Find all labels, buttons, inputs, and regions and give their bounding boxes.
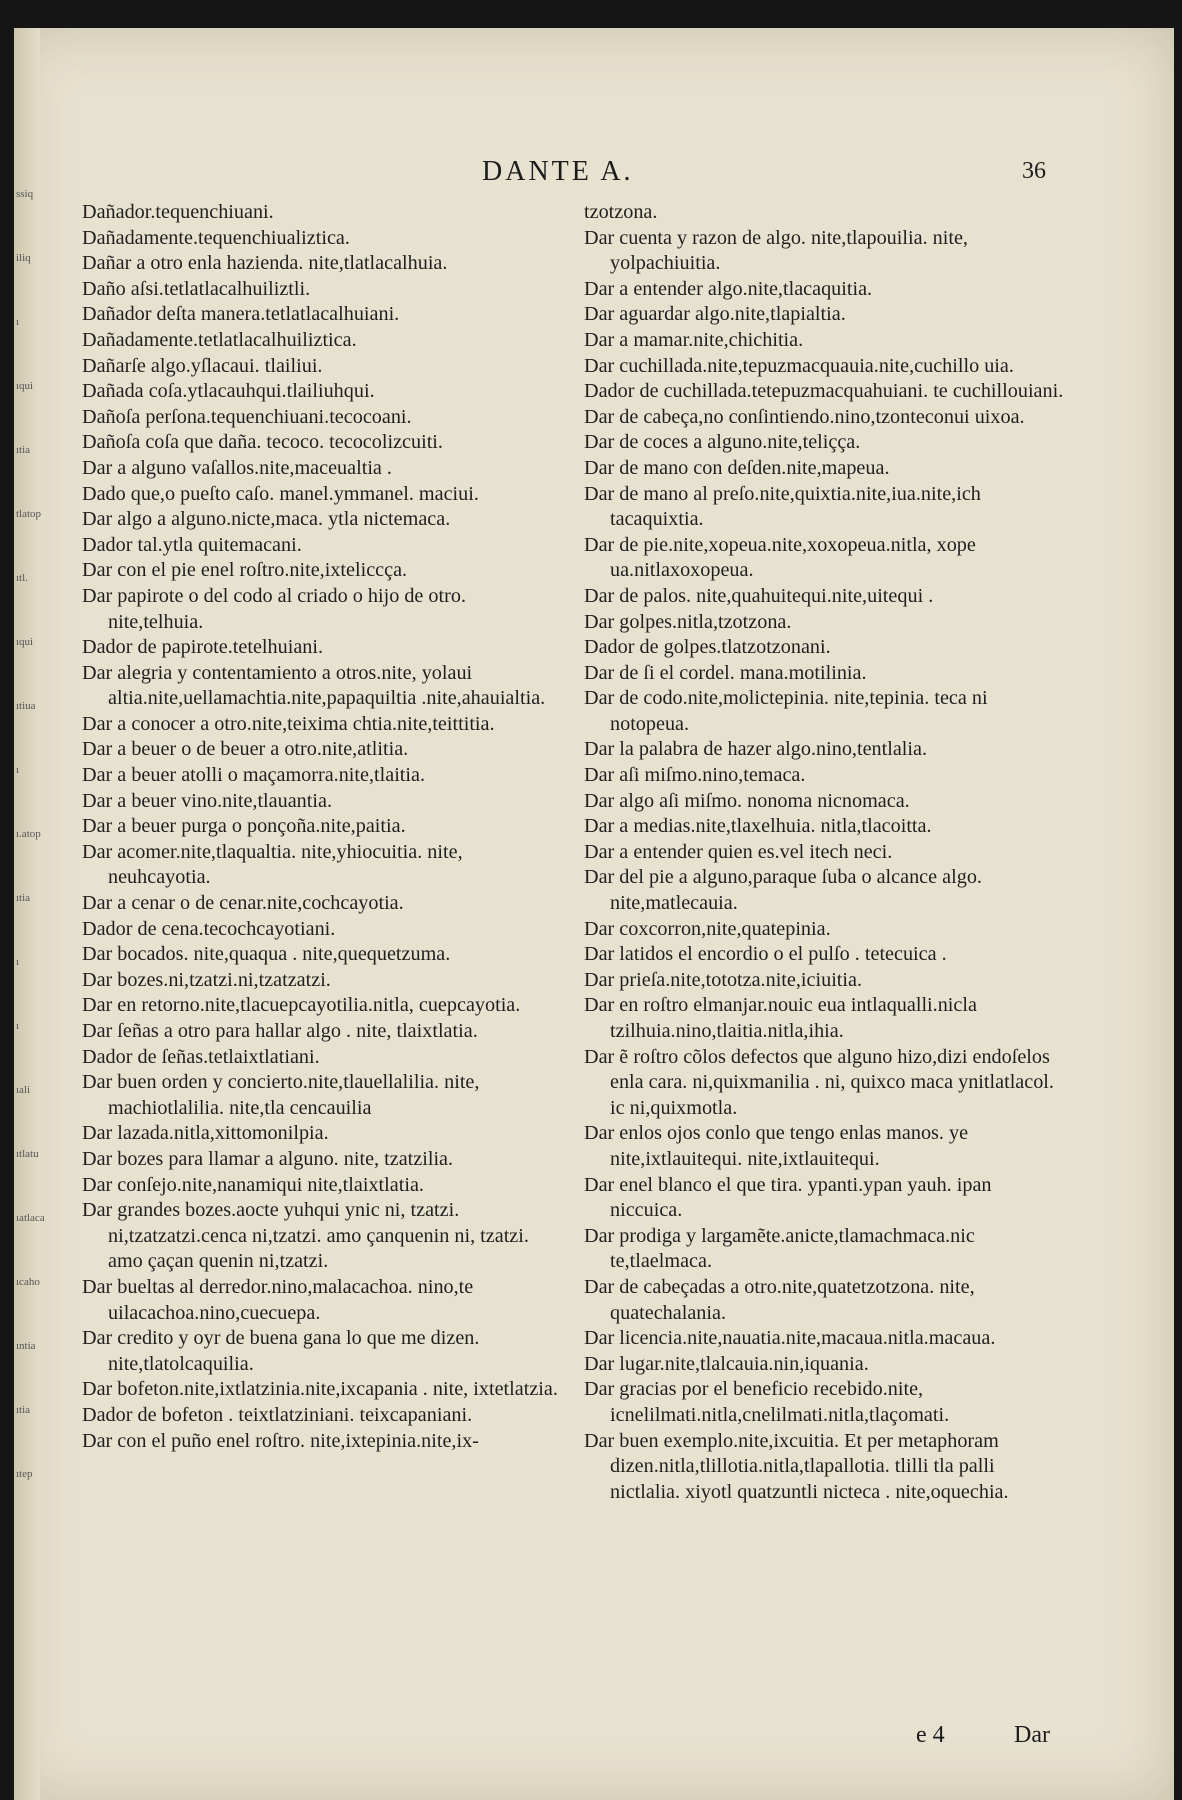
dictionary-entry: Dar de mano con deſden.nite,mapeua. [584, 456, 890, 479]
page-footer [14, 1722, 1174, 1758]
dictionary-entry: Dar de cabeçadas a otro.nite,quatetzotzona. nite, quatechalania. [584, 1275, 975, 1324]
dictionary-entry: Dar credito y oyr de buena gana lo que me dizen. nite,tlatolcaquilia. [82, 1327, 480, 1375]
margin-fragment: ı [16, 316, 20, 328]
dictionary-entry: Dar cuenta y razon de algo. nite,tlapouilia. nite, yolpachiuitia. [584, 226, 968, 275]
dictionary-entry: Dar de palos. nite,quahuitequi.nite,uitequi . [584, 584, 934, 607]
margin-fragment: ı.atop [16, 828, 41, 840]
dictionary-entry: Dador tal.ytla quitemacani. [82, 533, 302, 556]
dictionary-entry: Dar de pie.nite,xopeua.nite,xoxopeua.nitla, xope ua.nitlaxoxopeua. [584, 533, 976, 582]
margin-fragment: ı [16, 956, 20, 968]
dictionary-entry: Dar ſeñas a otro para hallar algo . nite, tlaixtlatia. [82, 1020, 478, 1042]
dictionary-entry: Dañar a otro enla hazienda. nite,tlatlacalhuia. [82, 252, 448, 275]
dictionary-entry: Dar bofeton.nite,ixtlatzinia.nite,ixcapania . nite, ixtetlatzia. [82, 1378, 558, 1401]
dictionary-entry: Dador de cena.tecochcayotiani. [82, 917, 336, 940]
dictionary-entry: Dar ẽ roſtro cõlos defectos que alguno hizo,dizi endoſelos enla cara. ni,quixmanilia . ni, quixco maca ynitlatlacol. ic ni,quixmotla. [584, 1045, 1054, 1119]
dictionary-entry: Dañarſe algo.yſlacaui. tlailiui. [82, 354, 323, 377]
dictionary-entry: Dar a mamar.nite,chichitia. [584, 328, 804, 351]
dictionary-entry: Dañador.tequenchiuani. [82, 201, 274, 223]
facing-page-margin-fragments [16, 188, 45, 1532]
dictionary-entry: Dar aguardar algo.nite,tlapialtia. [584, 303, 846, 326]
dictionary-entry: tzotzona. [584, 201, 658, 223]
dictionary-entry: Dar con el pie enel roſtro.nite,ixteliccça. [82, 559, 408, 582]
margin-fragment: ıtep [16, 1468, 33, 1480]
dictionary-entry: Dador de papirote.tetelhuiani. [82, 636, 324, 659]
dictionary-entry: Dar lugar.nite,tlalcauia.nin,iquania. [584, 1352, 869, 1375]
dictionary-entry: Dar a cenar o de cenar.nite,cochcayotia. [82, 892, 404, 915]
dictionary-entry: Dar en roſtro elmanjar.nouic eua intlaqualli.nicla tzilhuia.nino,tlaitia.nitla,ihia. [584, 994, 977, 1042]
margin-fragment: ıcaho [16, 1276, 40, 1288]
dictionary-entry: Dar lazada.nitla,xittomonilpia. [82, 1122, 329, 1145]
dictionary-entry: Dar bocados. nite,quaqua . nite,quequetzuma. [82, 943, 451, 966]
margin-fragment: ıqui [16, 380, 34, 392]
dictionary-entry: Dar a medias.nite,tlaxelhuia. nitla,tlacoitta. [584, 815, 932, 838]
dictionary-entry: Dar buen orden y concierto.nite,tlauellalilia. nite, machiotlalilia. nite,tla cencauilia [82, 1071, 480, 1119]
dictionary-entry: Dar a beuer o de beuer a otro.nite,atlitia. [82, 738, 409, 761]
dictionary-entry: Dar algo aſi miſmo. nonoma nicnomaca. [584, 789, 910, 812]
dictionary-entry: Dar aſi miſmo.nino,temaca. [584, 764, 806, 787]
margin-fragment: tlatop [16, 508, 42, 520]
dictionary-entry: Dañadamente.tequenchiualiztica. [82, 226, 350, 249]
margin-fragment: iliq [16, 252, 31, 264]
dictionary-entry: Dar gracias por el beneficio recebido.nite, icnelilmati.nitla,cnelilmati.nitla,tlaçomati. [584, 1378, 950, 1426]
margin-fragment: ıtia [16, 444, 31, 456]
dictionary-entry: Dar bueltas al derredor.nino,malacachoa. nino,te uilacachoa.nino,cuecuepa. [82, 1275, 474, 1324]
dictionary-entry: Dar de coces a alguno.nite,teliçça. [584, 431, 861, 454]
dictionary-entry: Dar conſejo.nite,nanamiqui nite,tlaixtlatia. [82, 1173, 424, 1196]
dictionary-entry: Dar a beuer atolli o maçamorra.nite,tlaitia. [82, 764, 426, 787]
dictionary-entry: Dañadamente.tetlatlacalhuiliztica. [82, 328, 357, 351]
dictionary-entry: Dar papirote o del codo al criado o hijo de otro. nite,telhuia. [82, 584, 466, 633]
running-head: DANTE A. [482, 156, 634, 187]
dictionary-entry: Dar buen exemplo.nite,ixcuitia. Et per metaphoram dizen.nitla,tlillotia.nitla,tlapallotia. tlilli tla palli nictlalia. xiyotl quatzuntli nicteca . nite,oquechia. [584, 1429, 1009, 1503]
margin-fragment: ıtlatu [16, 1148, 39, 1160]
dictionary-entry: Dañoſa coſa que daña. tecoco. tecocolizcuiti. [82, 431, 443, 454]
dictionary-entry: Dar prodiga y largamẽte.anicte,tlamachmaca.nic te,tlaelmaca. [584, 1224, 975, 1273]
dictionary-entry: Dar prieſa.nite,tototza.nite,iciuitia. [584, 968, 863, 991]
dictionary-entry: Dar de ſi el cordel. mana.motilinia. [584, 661, 867, 684]
right-column [584, 200, 1064, 1505]
dictionary-entry: Dar en retorno.nite,tlacuepcayotilia.nitla, cuepcayotia. [82, 994, 521, 1017]
margin-fragment: ıtia [16, 1404, 31, 1416]
page-header [14, 156, 1174, 196]
folio-number: 36 [1022, 158, 1046, 184]
dictionary-entry: Dar a entender algo.nite,tlacaquitia. [584, 277, 873, 300]
dictionary-entry: Daño aſsi.tetlatlacalhuiliztli. [82, 277, 311, 300]
catchword: Dar [1014, 1722, 1050, 1748]
dictionary-entry: Dar algo a alguno.nicte,maca. ytla nictemaca. [82, 508, 451, 531]
dictionary-entry: Dar latidos el encordio o el pulſo . tetecuica . [584, 943, 947, 966]
dictionary-entry: Dar grandes bozes.aocte yuhqui ynic ni, tzatzi. ni,tzatzatzi.cenca ni,tzatzi. amo çanquenin ni, tzatzi. amo çaçan quenin ni,tzatzi. [82, 1199, 529, 1273]
margin-fragment: ıtia [16, 892, 31, 904]
margin-fragment: ı [16, 1020, 20, 1032]
dictionary-entry: Dador de cuchillada.tetepuzmacquahuiani. te cuchillouiani. [584, 380, 1064, 403]
dictionary-entry: Dar con el puño enel roſtro. nite,ixtepinia.nite,ix- [82, 1429, 479, 1452]
dictionary-entry: Dar cuchillada.nite,tepuzmacquauia.nite,cuchillo uia. [584, 354, 1014, 377]
dictionary-entry: Dar alegria y contentamiento a otros.nite, yolaui altia.nite,uellamachtia.nite,papaquiltia .nite,ahauialtia. [82, 661, 546, 710]
dictionary-entry: Dar a beuer vino.nite,tlauantia. [82, 789, 332, 812]
dictionary-entry: Dar bozes.ni,tzatzi.ni,tzatzatzi. [82, 968, 331, 991]
dictionary-entry: Dañoſa perſona.tequenchiuani.tecocoani. [82, 405, 412, 428]
dictionary-entry: Dar coxcorron,nite,quatepinia. [584, 917, 831, 940]
dictionary-entry: Dar de cabeça,no conſintiendo.nino,tzonteconui uixoa. [584, 405, 1025, 428]
dictionary-entry: Dador de golpes.tlatzotzonani. [584, 636, 831, 659]
dictionary-entry: Dar a conocer a otro.nite,teixima chtia.nite,teittitia. [82, 712, 495, 735]
dictionary-entry: Dar golpes.nitla,tzotzona. [584, 610, 792, 633]
dictionary-entry: Dador de ſeñas.tetlaixtlatiani. [82, 1045, 320, 1068]
dictionary-entry: Dar bozes para llamar a alguno. nite, tzatzilia. [82, 1147, 454, 1170]
page-gutter [14, 28, 45, 1800]
margin-fragment: ssiq [16, 188, 34, 200]
dictionary-entry: Dado que,o pueſto caſo. manel.ymmanel. maciui. [82, 482, 479, 505]
margin-fragment: ıqui [16, 636, 34, 648]
dictionary-entry: Dar a beuer purga o ponçoña.nite,paitia. [82, 815, 406, 838]
margin-fragment: ıatlaca [16, 1212, 45, 1224]
dictionary-entry: Dador de bofeton . teixtlatziniani. teixcapaniani. [82, 1403, 473, 1426]
dictionary-entry: Dar acomer.nite,tlaqualtia. nite,yhiocuitia. nite, neuhcayotia. [82, 840, 463, 889]
dictionary-entry: Dar la palabra de hazer algo.nino,tentlalia. [584, 738, 928, 761]
margin-fragment: ıntia [16, 1340, 36, 1352]
dictionary-entry: Dañada coſa.ytlacauhqui.tlailiuhqui. [82, 380, 375, 403]
dictionary-entry: Dar a entender quien es.vel itech neci. [584, 840, 893, 863]
book-page [14, 28, 1174, 1800]
signature-mark: e 4 [916, 1722, 945, 1748]
dictionary-entry: Dar de codo.nite,molictepinia. nite,tepinia. teca ni notopeua. [584, 687, 988, 735]
margin-fragment: ıtl. [16, 572, 28, 584]
dictionary-entry: Dañador deſta manera.tetlatlacalhuiani. [82, 303, 400, 326]
dictionary-entry: Dar licencia.nite,nauatia.nite,macaua.nitla.macaua. [584, 1327, 996, 1350]
margin-fragment: ıali [16, 1084, 31, 1096]
margin-fragment: ıtiua [16, 700, 36, 712]
left-column [82, 200, 562, 1454]
dictionary-entry: Dar de mano al preſo.nite,quixtia.nite,iua.nite,ich tacaquixtia. [584, 482, 981, 531]
dictionary-entry: Dar del pie a alguno,paraque ſuba o alcance algo. nite,matlecauia. [584, 866, 982, 915]
margin-fragment: ı [16, 764, 20, 776]
dictionary-entry: Dar a alguno vaſallos.nite,maceualtia . [82, 456, 392, 479]
dictionary-entry: Dar enlos ojos conlo que tengo enlas manos. ye nite,ixtlauitequi. nite,ixtlauitequi. [584, 1122, 969, 1170]
dictionary-entry: Dar enel blanco el que tira. ypanti.ypan yauh. ipan niccuica. [584, 1173, 992, 1222]
